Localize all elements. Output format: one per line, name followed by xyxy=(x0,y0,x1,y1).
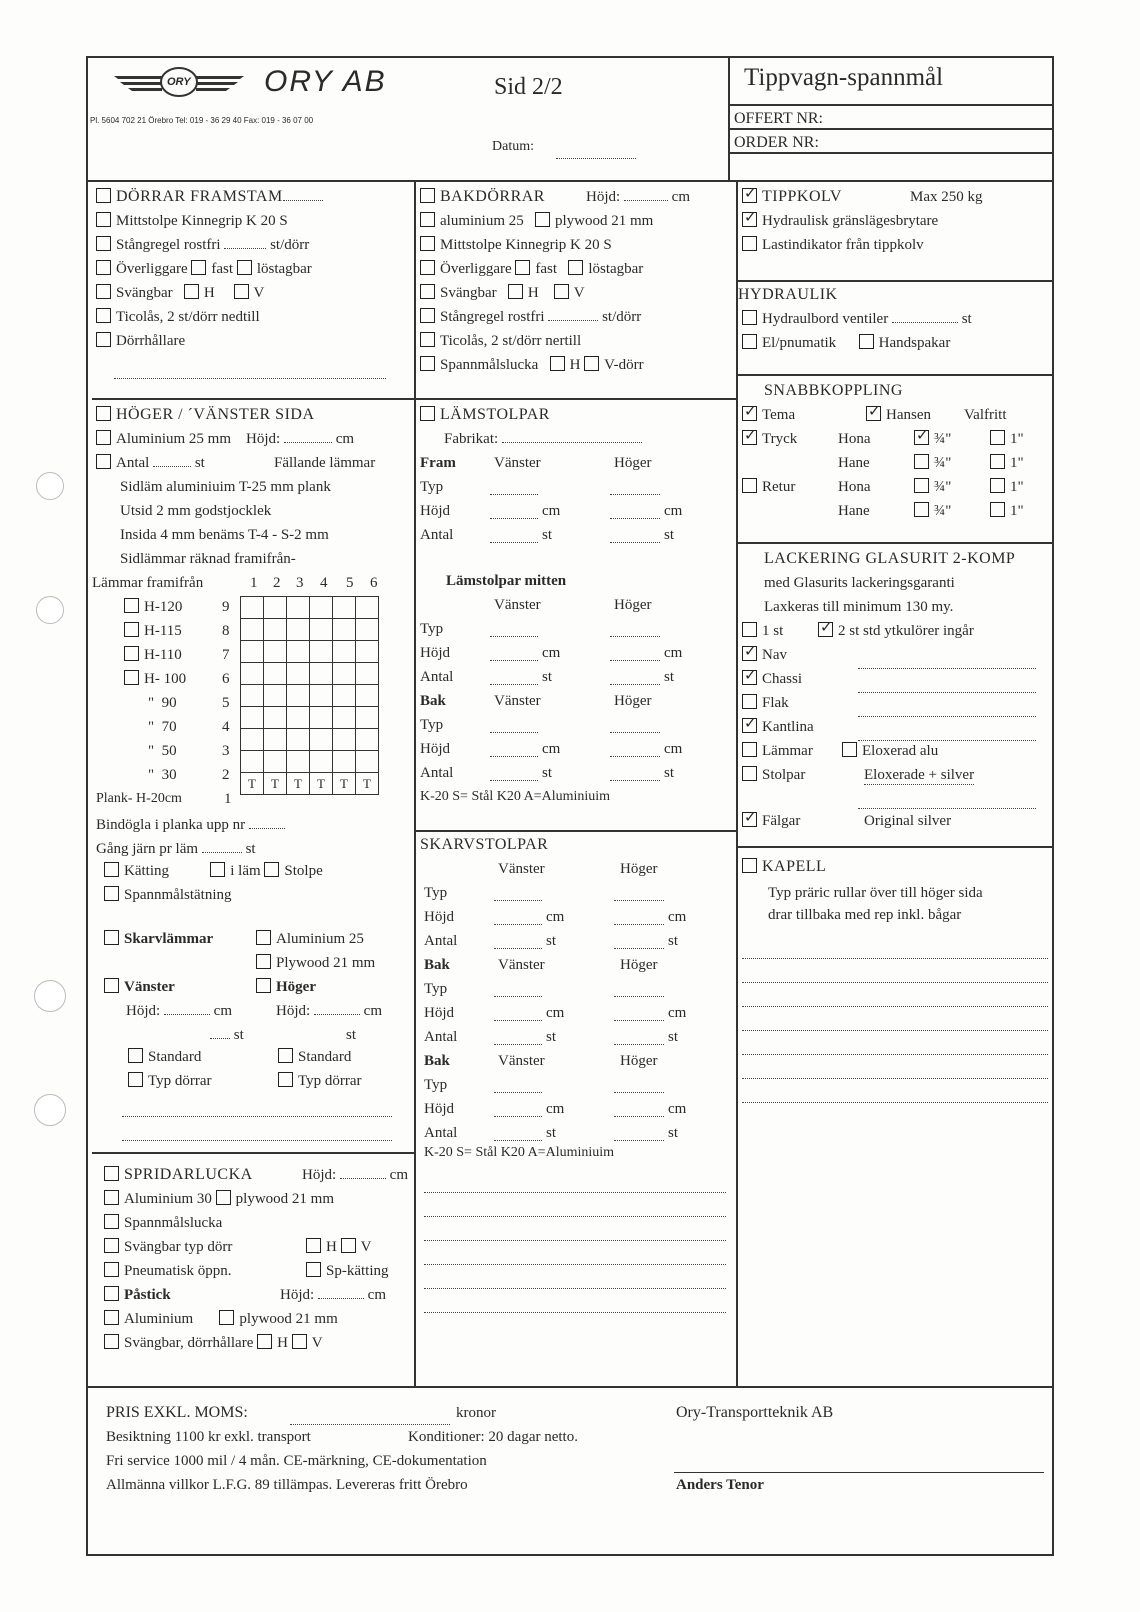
column-number: 1 xyxy=(250,575,258,591)
retur-hane-34[interactable]: ¾" xyxy=(914,502,951,520)
skarv-notes-field[interactable] xyxy=(122,1104,392,1117)
snabbkoppling-title: SNABBKOPPLING xyxy=(764,382,903,399)
logo-badge: ORY xyxy=(167,76,191,88)
bakdorrar-title[interactable]: BAKDÖRRAR xyxy=(420,188,545,206)
skarv-vanster-option[interactable]: Vänster xyxy=(104,978,175,996)
besiktning-text: Besiktning 1100 kr exkl. transport xyxy=(106,1429,311,1445)
skarv-notes-field[interactable] xyxy=(122,1128,392,1141)
skarv-ply21-option[interactable]: Plywood 21 mm xyxy=(256,954,375,972)
retur-option[interactable]: Retur xyxy=(742,478,795,496)
height-row-h110[interactable]: H-110 xyxy=(124,646,182,664)
kapell-text-2: drar tillbaka med rep inkl. bågar xyxy=(768,907,962,923)
sidlam-text: Sidläm aluminiuim T-25 mm plank xyxy=(120,479,331,495)
konditioner-text: Konditioner: 20 dagar netto. xyxy=(408,1429,578,1445)
tryck-hona: Hona xyxy=(838,431,871,447)
bak-hojd[interactable]: Höjd cm cm xyxy=(420,741,683,757)
kantlina-option[interactable]: ✓Kantlina xyxy=(742,718,814,736)
tryck-hane-1[interactable]: 1" xyxy=(990,454,1024,472)
mitten-antal[interactable]: Antal st st xyxy=(420,669,675,685)
retur-hona-1[interactable]: 1" xyxy=(990,478,1024,496)
nav-field[interactable] xyxy=(858,656,1036,669)
hydraulik-title: HYDRAULIK xyxy=(738,286,838,303)
signer-name: Anders Tenor xyxy=(676,1477,764,1493)
lack-1st-option[interactable]: 1 st xyxy=(742,622,783,640)
spannmalstatning-option[interactable]: Spannmålstätning xyxy=(104,886,232,904)
section-line xyxy=(92,398,414,400)
spridar-sp-katting-option[interactable]: Sp-kätting xyxy=(306,1262,389,1280)
eloxerad-alu-option[interactable]: Eloxerad alu xyxy=(842,742,938,760)
fram-hojd[interactable]: Höjd cm cm xyxy=(420,503,683,519)
section-line xyxy=(738,374,1054,376)
column-number: 2 xyxy=(273,575,281,591)
plank-cell: T xyxy=(264,773,287,795)
col2-notes-field[interactable] xyxy=(424,1228,726,1241)
hydraulisk-option[interactable]: ✓Hydraulisk gränslägesbrytare xyxy=(742,212,938,230)
aluminium-25-option[interactable]: Aluminium 25 mm Höjd: cm xyxy=(96,430,354,448)
kapell-text-1: Typ präric rullar över till höger sida xyxy=(768,885,983,901)
bak-mittstolpe-option[interactable]: Mittstolpe Kinnegrip K 20 S xyxy=(420,236,612,254)
skarv-hoger-typ-dorrar[interactable]: Typ dörrar xyxy=(278,1072,362,1090)
height-row-h115[interactable]: H-115 xyxy=(124,622,182,640)
lackering-garanti: med Glasurits lackeringsgaranti xyxy=(764,575,955,591)
tippkolv-option[interactable]: ✓TIPPKOLV xyxy=(742,188,842,206)
height-row-70: " 70 xyxy=(148,719,177,735)
punch-hole xyxy=(34,1094,66,1126)
section-line xyxy=(738,846,1054,848)
plank-cell: T xyxy=(287,773,310,795)
column-number: 4 xyxy=(320,575,328,591)
title-box-left xyxy=(728,58,730,180)
skarv-antal[interactable]: Antal st st xyxy=(424,933,679,949)
skarv-bak-hojd[interactable]: Höjd cm cm xyxy=(424,1005,687,1021)
skarv-bak2-antal[interactable]: Antal st st xyxy=(424,1125,679,1141)
original-silver-text: Original silver xyxy=(864,813,952,829)
dorrhallare-option[interactable]: Dörrhållare xyxy=(96,332,185,350)
skarv-hoger-option[interactable]: Höger xyxy=(256,978,316,996)
skarv-vanster-typ-dorrar[interactable]: Typ dörrar xyxy=(128,1072,212,1090)
spridar-pneumatisk-option[interactable]: Pneumatisk öppn. xyxy=(104,1262,232,1280)
lammar-framifran-label: Lämmar framifrån xyxy=(92,575,204,591)
hansen-option[interactable]: ✓ Hansen xyxy=(866,406,931,424)
hydraulbord-option[interactable]: Hydraulbord ventiler st xyxy=(742,310,972,328)
height-row-num: 9 xyxy=(222,599,230,615)
mittstolpe-option[interactable]: Mittstolpe Kinnegrip K 20 S xyxy=(96,212,288,230)
stolpar-option[interactable]: Stolpar xyxy=(742,766,805,784)
footer-divider xyxy=(86,1386,1054,1388)
tryck-hona-34[interactable]: ✓ ¾" xyxy=(914,430,951,448)
chassi-option[interactable]: ✓Chassi xyxy=(742,670,802,688)
chassi-field[interactable] xyxy=(858,680,1036,693)
dorrar-framstam-title[interactable]: DÖRRAR FRAMSTAM xyxy=(96,188,323,206)
punch-hole xyxy=(36,472,64,500)
plank-cell: T xyxy=(333,773,356,795)
plank-cell: T xyxy=(356,773,379,795)
offert-label: OFFERT NR: xyxy=(734,110,823,127)
height-row-num: 3 xyxy=(222,743,230,759)
tryck-hane: Hane xyxy=(838,455,870,471)
flak-field[interactable] xyxy=(858,704,1036,717)
bak-stangregel-option[interactable]: Stångregel rostfri st/dörr xyxy=(420,308,641,326)
col2-notes-field[interactable] xyxy=(424,1300,726,1313)
valfritt-label: Valfritt xyxy=(964,407,1007,423)
skarv-vanster-hojd[interactable]: Höjd: cm xyxy=(126,1003,232,1019)
bak-ticolas-option[interactable]: Ticolås, 2 st/dörr nertill xyxy=(420,332,581,350)
skarv-k20-note: K-20 S= Stål K20 A=Aluminiuim xyxy=(424,1145,615,1160)
signature-line[interactable] xyxy=(674,1472,1044,1473)
height-row-30: " 30 xyxy=(148,767,177,783)
punch-hole xyxy=(36,596,64,624)
skarv-bak2-hojd[interactable]: Höjd cm cm xyxy=(424,1101,687,1117)
bak-svangbar-option[interactable]: Svängbar H V xyxy=(420,284,585,302)
plank-cell: T xyxy=(241,773,264,795)
spridar-svangbar-option[interactable]: Svängbar typ dörr xyxy=(104,1238,232,1256)
skarv-typ[interactable]: Typ xyxy=(424,884,447,902)
gang-jarn-field[interactable]: Gång järn pr läm st xyxy=(96,841,256,857)
page-number: Sid 2/2 xyxy=(494,74,563,100)
pris-field[interactable] xyxy=(290,1412,450,1425)
fabrikat-field[interactable]: Fabrikat: xyxy=(444,430,642,448)
stangregel-option[interactable]: Stångregel rostfri st/dörr xyxy=(96,236,309,254)
skarvstolpar-title: SKARVSTOLPAR xyxy=(420,836,549,853)
villkor-text: Allmänna villkor L.F.G. 89 tillämpas. Levereras fritt Örebro xyxy=(106,1477,468,1493)
tema-option[interactable]: ✓Tema xyxy=(742,406,795,424)
bakdorrar-hojd[interactable]: Höjd: cm xyxy=(586,189,690,205)
bak-typ[interactable]: Typ xyxy=(420,716,443,734)
lack-2st-option[interactable]: ✓ 2 st std ytkulörer ingår xyxy=(818,622,974,640)
mitten-typ[interactable]: Typ xyxy=(420,620,443,638)
pris-label: PRIS EXKL. MOMS: xyxy=(106,1404,248,1421)
skarv-hoger-standard[interactable]: Standard xyxy=(278,1048,351,1066)
skarvlammar-option[interactable]: Skarvlämmar xyxy=(104,930,213,948)
height-row-num: 1 xyxy=(224,791,232,807)
form-title: Tippvagn-spannmål xyxy=(744,64,944,91)
retur-hona-34[interactable]: ¾" xyxy=(914,478,951,496)
height-row-num: 8 xyxy=(222,623,230,639)
dorrar-notes-field[interactable] xyxy=(114,366,386,379)
mitten-hoger: Höger xyxy=(614,597,652,613)
section-line xyxy=(416,830,736,832)
height-row-90: " 90 xyxy=(148,695,177,711)
column-divider xyxy=(736,182,738,1386)
stolpar-extra-field[interactable] xyxy=(858,796,1036,809)
bindogla-field[interactable]: Bindögla i planka upp nr xyxy=(96,816,285,834)
lamstolpar-mitten-label: Lämstolpar mitten xyxy=(446,573,567,589)
height-row-h120[interactable]: H-120 xyxy=(124,598,182,616)
skarv-bak2-hoger: Höger xyxy=(620,1053,658,1069)
height-row-h100[interactable]: H- 100 xyxy=(124,670,186,688)
kapell-option[interactable]: KAPELL xyxy=(742,858,826,876)
kapell-notes-field[interactable] xyxy=(742,946,1048,959)
skarv-hojd[interactable]: Höjd cm cm xyxy=(424,909,687,925)
fallande-lammar-label: Fällande lämmar xyxy=(274,455,376,471)
col2-notes-field[interactable] xyxy=(424,1180,726,1193)
frame-bottom xyxy=(86,1554,1054,1556)
k20-note: K-20 S= Stål K20 A=Aluminiuim xyxy=(420,789,611,804)
frame-left xyxy=(86,56,88,1556)
title-box-line xyxy=(728,152,1054,154)
skarv-vanster-st[interactable]: st xyxy=(210,1026,244,1044)
height-row-num: 5 xyxy=(222,695,230,711)
column-number: 6 xyxy=(370,575,378,591)
fram-label: Fram xyxy=(420,455,456,471)
skarv-alu25-option[interactable]: Aluminium 25 xyxy=(256,930,364,948)
order-label: ORDER NR: xyxy=(734,134,819,151)
company-address: Pl. 5604 702 21 Örebro Tel: 019 - 36 29 40 Fax: 019 - 36 07 00 xyxy=(90,116,314,125)
frame-top xyxy=(86,56,1054,58)
antal-option[interactable]: Antal st xyxy=(96,454,205,472)
bak-overliggare-option[interactable]: Överliggare fast löstagbar xyxy=(420,260,643,278)
kapell-notes-field[interactable] xyxy=(742,970,1048,983)
service-text: Fri service 1000 mil / 4 mån. CE-märkning, CE-dokumentation xyxy=(106,1453,487,1469)
height-row-50: " 50 xyxy=(148,743,177,759)
bak-spannmalslucka-option[interactable]: Spannmålslucka H V-dörr xyxy=(420,356,644,374)
pastick-hojd[interactable]: Höjd: cm xyxy=(280,1287,386,1303)
col2-notes-field[interactable] xyxy=(424,1276,726,1289)
mitten-hojd[interactable]: Höjd cm cm xyxy=(420,645,683,661)
datum-label: Datum: xyxy=(492,139,534,154)
retur-hane-1[interactable]: 1" xyxy=(990,502,1024,520)
svangbar-option[interactable]: Svängbar H V xyxy=(96,284,264,302)
bak-vanster: Vänster xyxy=(494,693,541,709)
plank-row-label: Plank- H-20cm xyxy=(96,791,182,806)
fram-vanster: Vänster xyxy=(494,455,541,471)
pastick-option[interactable]: Påstick xyxy=(104,1286,171,1304)
skarv-bak-antal[interactable]: Antal st st xyxy=(424,1029,679,1045)
skarv-bak-label: Bak xyxy=(424,957,450,973)
column-number: 5 xyxy=(346,575,354,591)
fram-typ[interactable]: Typ xyxy=(420,478,443,496)
spridar-alu30-option[interactable]: Aluminium 30 plywood 21 mm xyxy=(104,1190,334,1208)
ticolas-option[interactable]: Ticolås, 2 st/dörr nedtill xyxy=(96,308,260,326)
ory-logo xyxy=(112,64,246,100)
column-number: 3 xyxy=(296,575,304,591)
datum-field[interactable] xyxy=(556,146,636,159)
spridar-h-option[interactable]: H V xyxy=(306,1238,371,1256)
skarv-vanster: Vänster xyxy=(498,861,545,877)
tryck-hona-1[interactable]: 1" xyxy=(990,430,1024,448)
company-name: ORY AB xyxy=(264,65,387,98)
lackering-minimum: Laxkeras till minimum 130 my. xyxy=(764,599,954,615)
kapell-notes-field[interactable] xyxy=(742,1018,1048,1031)
skarv-bak-vanster: Vänster xyxy=(498,957,545,973)
pastick-alu-option[interactable]: Aluminium plywood 21 mm xyxy=(104,1310,338,1328)
height-row-num: 4 xyxy=(222,719,230,735)
height-row-num: 2 xyxy=(222,767,230,783)
kapell-notes-field[interactable] xyxy=(742,1042,1048,1055)
col2-notes-field[interactable] xyxy=(424,1252,726,1265)
tryck-option[interactable]: ✓Tryck xyxy=(742,430,797,448)
section-line xyxy=(738,280,1054,282)
lammar-option[interactable]: Lämmar xyxy=(742,742,813,760)
katting-option[interactable]: Kätting i läm Stolpe xyxy=(104,862,323,880)
el-pnumatik-option[interactable]: El/pnumatik Handspakar xyxy=(742,334,950,352)
kapell-notes-field[interactable] xyxy=(742,1066,1048,1079)
col2-notes-field[interactable] xyxy=(424,1204,726,1217)
lamstolpar-option[interactable]: LÄMSTOLPAR xyxy=(420,406,550,424)
column-divider xyxy=(414,182,416,1386)
skarv-hoger-hojd[interactable]: Höjd: cm xyxy=(276,1003,382,1019)
overliggare-option[interactable]: Överliggare fast löstagbar xyxy=(96,260,312,278)
lammar-grid[interactable] xyxy=(240,596,379,795)
punch-hole xyxy=(34,980,66,1012)
bak-alu25-option[interactable]: aluminium 25 plywood 21 mm xyxy=(420,212,653,230)
lackering-title: LACKERING GLASURIT 2-KOMP xyxy=(764,550,1016,567)
flak-option[interactable]: Flak xyxy=(742,694,789,712)
bak-label: Bak xyxy=(420,693,446,709)
section-line xyxy=(738,542,1054,544)
kapell-notes-field[interactable] xyxy=(742,994,1048,1007)
skarv-bak2-typ[interactable]: Typ xyxy=(424,1076,447,1094)
skarv-bak-typ[interactable]: Typ xyxy=(424,980,447,998)
eloxerade-silver-text: Eloxerade + silver xyxy=(864,767,975,783)
tippkolv-max: Max 250 kg xyxy=(910,189,983,205)
spridar-spannmalslucka-option[interactable]: Spannmålslucka xyxy=(104,1214,222,1232)
kronor-label: kronor xyxy=(456,1405,496,1421)
section-line xyxy=(416,398,736,400)
company-footer: Ory-Transportteknik AB xyxy=(676,1404,834,1421)
skarv-bak2-vanster: Vänster xyxy=(498,1053,545,1069)
skarv-hoger-st[interactable]: st xyxy=(346,1027,357,1043)
title-box-line xyxy=(728,128,1054,130)
sidlammar-text: Sidlämmar räknad framifrån- xyxy=(120,551,296,567)
header-divider xyxy=(86,180,1054,182)
spridarlucka-hojd[interactable]: Höjd: cm xyxy=(302,1167,408,1183)
fram-antal[interactable]: Antal st st xyxy=(420,527,675,543)
nav-option[interactable]: ✓Nav xyxy=(742,646,787,664)
utsid-text: Utsid 2 mm godstjocklek xyxy=(120,503,272,519)
skarv-hoger: Höger xyxy=(620,861,658,877)
lastindikator-option[interactable]: Lastindikator från tippkolv xyxy=(742,236,924,254)
retur-hona: Hona xyxy=(838,479,871,495)
pastick-svangbar-option[interactable]: Svängbar, dörrhållare H V xyxy=(104,1334,323,1352)
height-row-num: 6 xyxy=(222,671,230,687)
bak-hoger: Höger xyxy=(614,693,652,709)
fram-hoger: Höger xyxy=(614,455,652,471)
tryck-hane-34[interactable]: ¾" xyxy=(914,454,951,472)
section-line xyxy=(92,1152,414,1154)
skarv-bak-hoger: Höger xyxy=(620,957,658,973)
skarv-bak2-label: Bak xyxy=(424,1053,450,1069)
hoger-vanster-title[interactable]: HÖGER / ´VÄNSTER SIDA xyxy=(96,406,315,424)
title-box-line xyxy=(728,104,1054,106)
mitten-vanster: Vänster xyxy=(494,597,541,613)
insida-text: Insida 4 mm benäms T-4 - S-2 mm xyxy=(120,527,329,543)
plank-cell: T xyxy=(310,773,333,795)
falgar-option[interactable]: ✓Fälgar xyxy=(742,812,800,830)
skarv-vanster-standard[interactable]: Standard xyxy=(128,1048,201,1066)
retur-hane: Hane xyxy=(838,503,870,519)
kapell-notes-field[interactable] xyxy=(742,1090,1048,1103)
kantlina-field[interactable] xyxy=(858,728,1036,741)
height-row-num: 7 xyxy=(222,647,230,663)
spridarlucka-option[interactable]: SPRIDARLUCKA xyxy=(104,1166,253,1184)
bak-antal[interactable]: Antal st st xyxy=(420,765,675,781)
